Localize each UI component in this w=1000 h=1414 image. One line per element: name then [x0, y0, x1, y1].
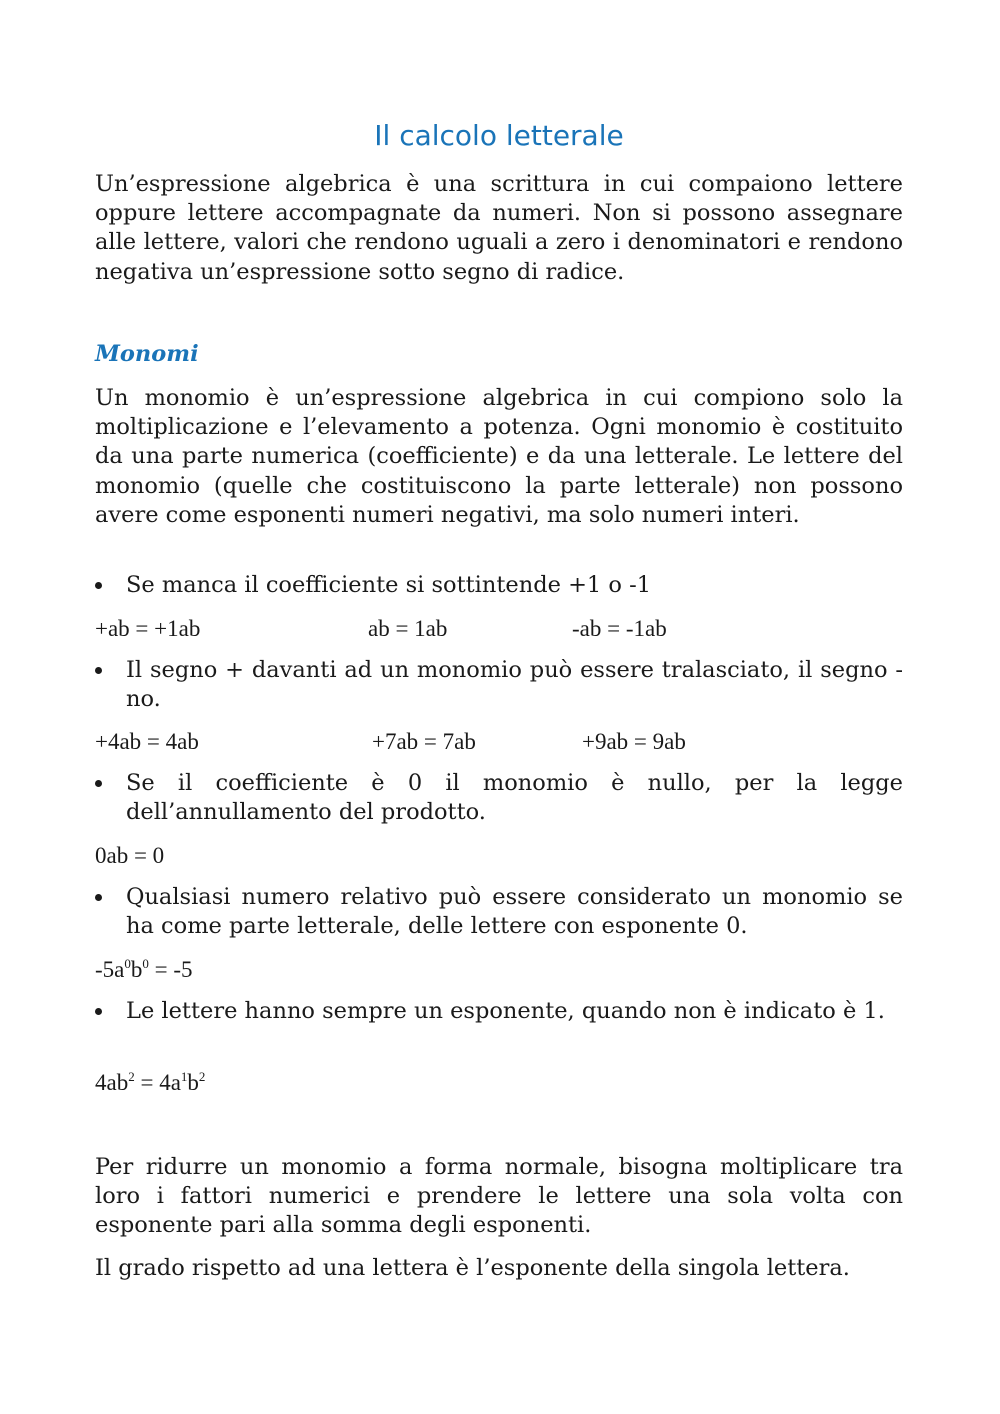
bullet-dot [95, 1008, 102, 1015]
example: +4ab = 4ab [95, 729, 199, 754]
section-heading-monomi: Monomi [95, 341, 199, 367]
rule-item [95, 883, 903, 941]
formula-implicit-exponent [95, 1068, 205, 1097]
bullet-dot [95, 582, 102, 589]
example: +9ab = 9ab [582, 729, 686, 754]
intro-paragraph: Un’espressione algebrica è una scrittura in cui compaiono lettere oppure lettere accompagnate da numeri. Non si possono assegnare alle lettere, valori che rendono uguali a zero i denominatori e rendono negativa un’espressione sotto segno di radice. [95, 171, 903, 285]
exponent: 1 [180, 1069, 188, 1084]
forma-normale-paragraph: Per ridurre un monomio a forma normale, bisogna moltiplicare tra loro i fattori numerici e prendere le lettere una sola volta con esponente pari alla somma degli esponenti. [95, 1154, 903, 1239]
example: +7ab = 7ab [372, 729, 476, 754]
rule-item [95, 656, 903, 714]
formula-part: b [187, 1070, 199, 1095]
exponent: 0 [124, 956, 131, 971]
formula-zero-exponent [95, 955, 193, 984]
rule-text: Se il coefficiente è 0 il monomio è nullo, per la legge dell’annullamento del prodotto. [126, 770, 903, 826]
grado-paragraph: Il grado rispetto ad una lettera è l’esponente della singola lettera. [95, 1255, 850, 1281]
rule-item [95, 571, 903, 600]
example: +ab = +1ab [95, 616, 201, 641]
exponent: 2 [128, 1069, 135, 1084]
formula-part: -5a [95, 957, 125, 982]
formula-part: = -5 [148, 957, 193, 982]
rule-text: Il segno + davanti ad un monomio può essere tralasciato, il segno - no. [126, 657, 903, 713]
bullet-dot [95, 667, 102, 674]
example: -ab = -1ab [572, 616, 667, 641]
example-row [95, 727, 903, 757]
example: 0ab = 0 [95, 843, 165, 868]
rule-text: Se manca il coefficiente si sottintende +1 o -1 [126, 572, 652, 598]
rule-item [95, 997, 903, 1026]
page-title: Il calcolo letterale [374, 119, 624, 152]
example: ab = 1ab [368, 616, 448, 641]
monomio-definition: Un monomio è un’espressione algebrica in cui compiono solo la moltiplicazione e l’elevamento a potenza. Ogni monomio è costituito da una parte numerica (coefficiente) e da una letterale. Le lettere del monomio (quelle che costituiscono la parte letterale) non possono avere come esponenti numeri negativi, ma solo numeri interi. [95, 385, 903, 528]
formula-part: 4ab [95, 1070, 129, 1095]
example-row [95, 841, 903, 871]
example-row [95, 614, 903, 644]
bullet-dot [95, 780, 102, 787]
formula-part: = 4a [134, 1070, 181, 1095]
rule-text: Le lettere hanno sempre un esponente, quando non è indicato è 1. [126, 998, 885, 1024]
exponent: 0 [142, 956, 149, 971]
bullet-dot [95, 894, 102, 901]
exponent: 2 [198, 1069, 206, 1084]
rule-item [95, 769, 903, 827]
formula-part: b [130, 957, 143, 982]
rule-text: Qualsiasi numero relativo può essere considerato un monomio se ha come parte letterale, delle lettere con esponente 0. [126, 884, 903, 940]
